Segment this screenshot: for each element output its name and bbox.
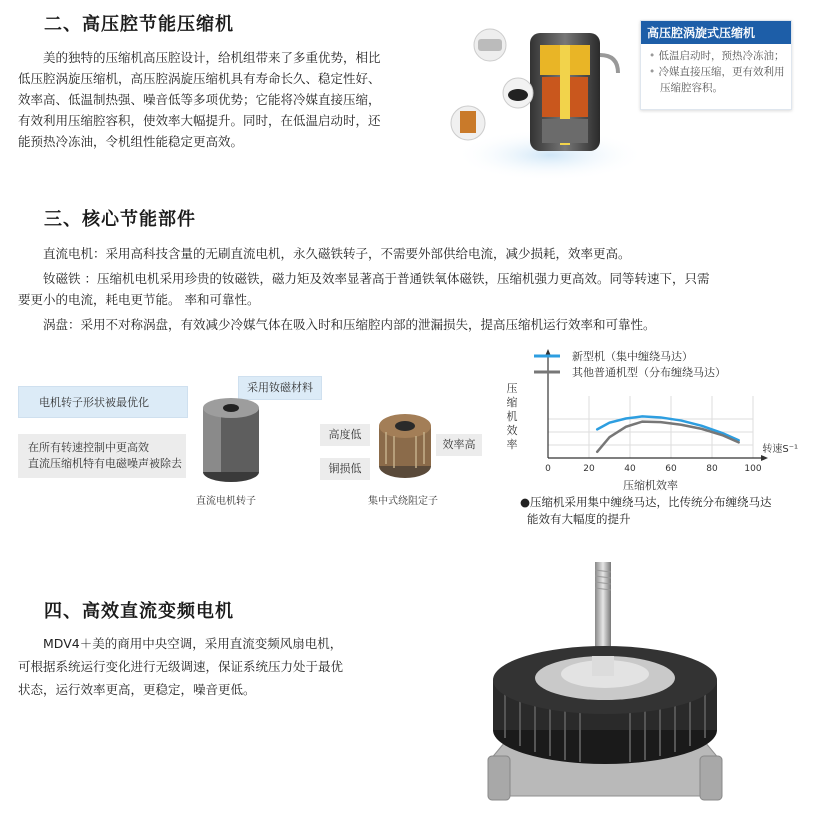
efficiency-chart (498, 344, 803, 500)
chart-legend-label: 新型机（集中缠绕马达） (572, 350, 693, 363)
chart-x-arrow (761, 455, 768, 461)
chart-x-label: 压缩机效率 (623, 479, 678, 492)
section-title-core-parts: 三、核心节能部件 (44, 209, 196, 230)
section-title-dc-motor: 四、高效直流变频电机 (44, 601, 234, 622)
chart-y-label: 缩 (506, 396, 518, 409)
ndfeb-magnet-text: 钕磁铁 ：压缩机电机采用珍贵的钕磁铁，磁力矩及效率显著高于普通铁氧体磁铁，压缩机强力更高效。同等转速下，只需 (43, 271, 710, 286)
stator-label-copper-loss: 铜损低 (320, 458, 370, 480)
ndfeb-magnet-text-cont: 要更小的电流，耗电更节能。 率和可靠性。 (18, 292, 260, 307)
rotor-figure (18, 372, 320, 512)
chart-series-line (597, 416, 738, 440)
chart-y-label: 效 (506, 424, 518, 437)
compressor-card-item: • 冷媒直接压缩，更有效利用 (649, 64, 791, 80)
chart-tick-label: 100 (744, 464, 762, 474)
dc-motor-text: 直流电机：采用高科技含量的无刷直流电机，永久磁铁转子，不需要外部供给电流，减少损耗，效率更高。 (43, 246, 631, 261)
stator-figure (318, 408, 483, 506)
chart-tick-label: 60 (665, 464, 677, 474)
compressor-card-item: • 低温启动时，预热冷冻油； (649, 48, 791, 64)
rotor-icon (196, 392, 266, 484)
chart-y-label: 机 (506, 410, 518, 423)
stator-label-efficiency: 效率高 (436, 434, 482, 456)
chart-x-label-right: 转速S⁻¹ (762, 444, 798, 455)
fan-motor-image (480, 560, 730, 822)
rotor-callout-optimized: 电机转子形状被最优化 (18, 386, 188, 418)
chart-note: ●压缩机采用集中缠绕马达，比传统分布缠绕马达 (520, 495, 772, 509)
scroll-text: 涡盘：采用不对称涡盘，有效减少冷媒气体在吸入时和压缩腔内部的泄漏损失，提高压缩机运行效率和可靠性。 (43, 317, 656, 332)
compressor-info-card (640, 20, 792, 110)
chart-series-line (597, 422, 738, 452)
rotor-callout-efficiency (18, 434, 186, 478)
chart-tick-label: 0 (545, 464, 551, 474)
dc-inverter-text-cont: 可根据系统运行变化进行无级调速，保证系统压力处于最优 (18, 659, 344, 674)
compressor-card-title: 高压腔涡旋式压缩机 (641, 21, 791, 44)
stator-caption: 集中式绕阻定子 (368, 496, 438, 507)
rotor-caption: 直流电机转子 (196, 496, 256, 507)
chart-tick-label: 40 (624, 464, 636, 474)
rotor-callout-line: 在所有转速控制中更高效 (28, 441, 149, 454)
chart-legend-label: 其他普通机型（分布缠绕马达） (572, 366, 726, 379)
rotor-callout-ndfeb: 采用钕磁材料 (238, 376, 322, 400)
stator-label-height: 高度低 (320, 424, 370, 446)
compressor-card-item-cont: 压缩腔容积。 (660, 82, 723, 94)
chart-tick-label: 80 (706, 464, 718, 474)
chart-tick-label: 20 (583, 464, 595, 474)
chart-note-cont: 能效有大幅度的提升 (527, 512, 631, 526)
stator-icon (376, 410, 434, 480)
rotor-callout-line: 直流压缩机特有电磁噪声被除去 (28, 457, 182, 470)
chart-y-label: 压 (506, 382, 518, 395)
section-title-compressor: 二、高压腔节能压缩机 (44, 14, 234, 35)
dc-inverter-text: MDV4＋美的商用中央空调，采用直流变频风扇电机， (43, 636, 343, 651)
dc-inverter-text-cont: 状态，运行效率更高，更稳定，噪音更低。 (18, 682, 256, 697)
compressor-description: 美的独特的压缩机高压腔设计，给机组带来了多重优势，相比低压腔涡旋压缩机，高压腔涡旋压缩机具有寿命长久、稳定性好、效率高、低温制热强、噪音低等多项优势；它能将冷媒直接压缩，有效利用压缩腔容积，使效率大幅提升。同时，在低温启动时，还能预热冷冻油，令机组性能稳定更高效。 (18, 50, 381, 149)
chart-y-label: 率 (506, 438, 518, 451)
compressor-image (430, 15, 640, 185)
